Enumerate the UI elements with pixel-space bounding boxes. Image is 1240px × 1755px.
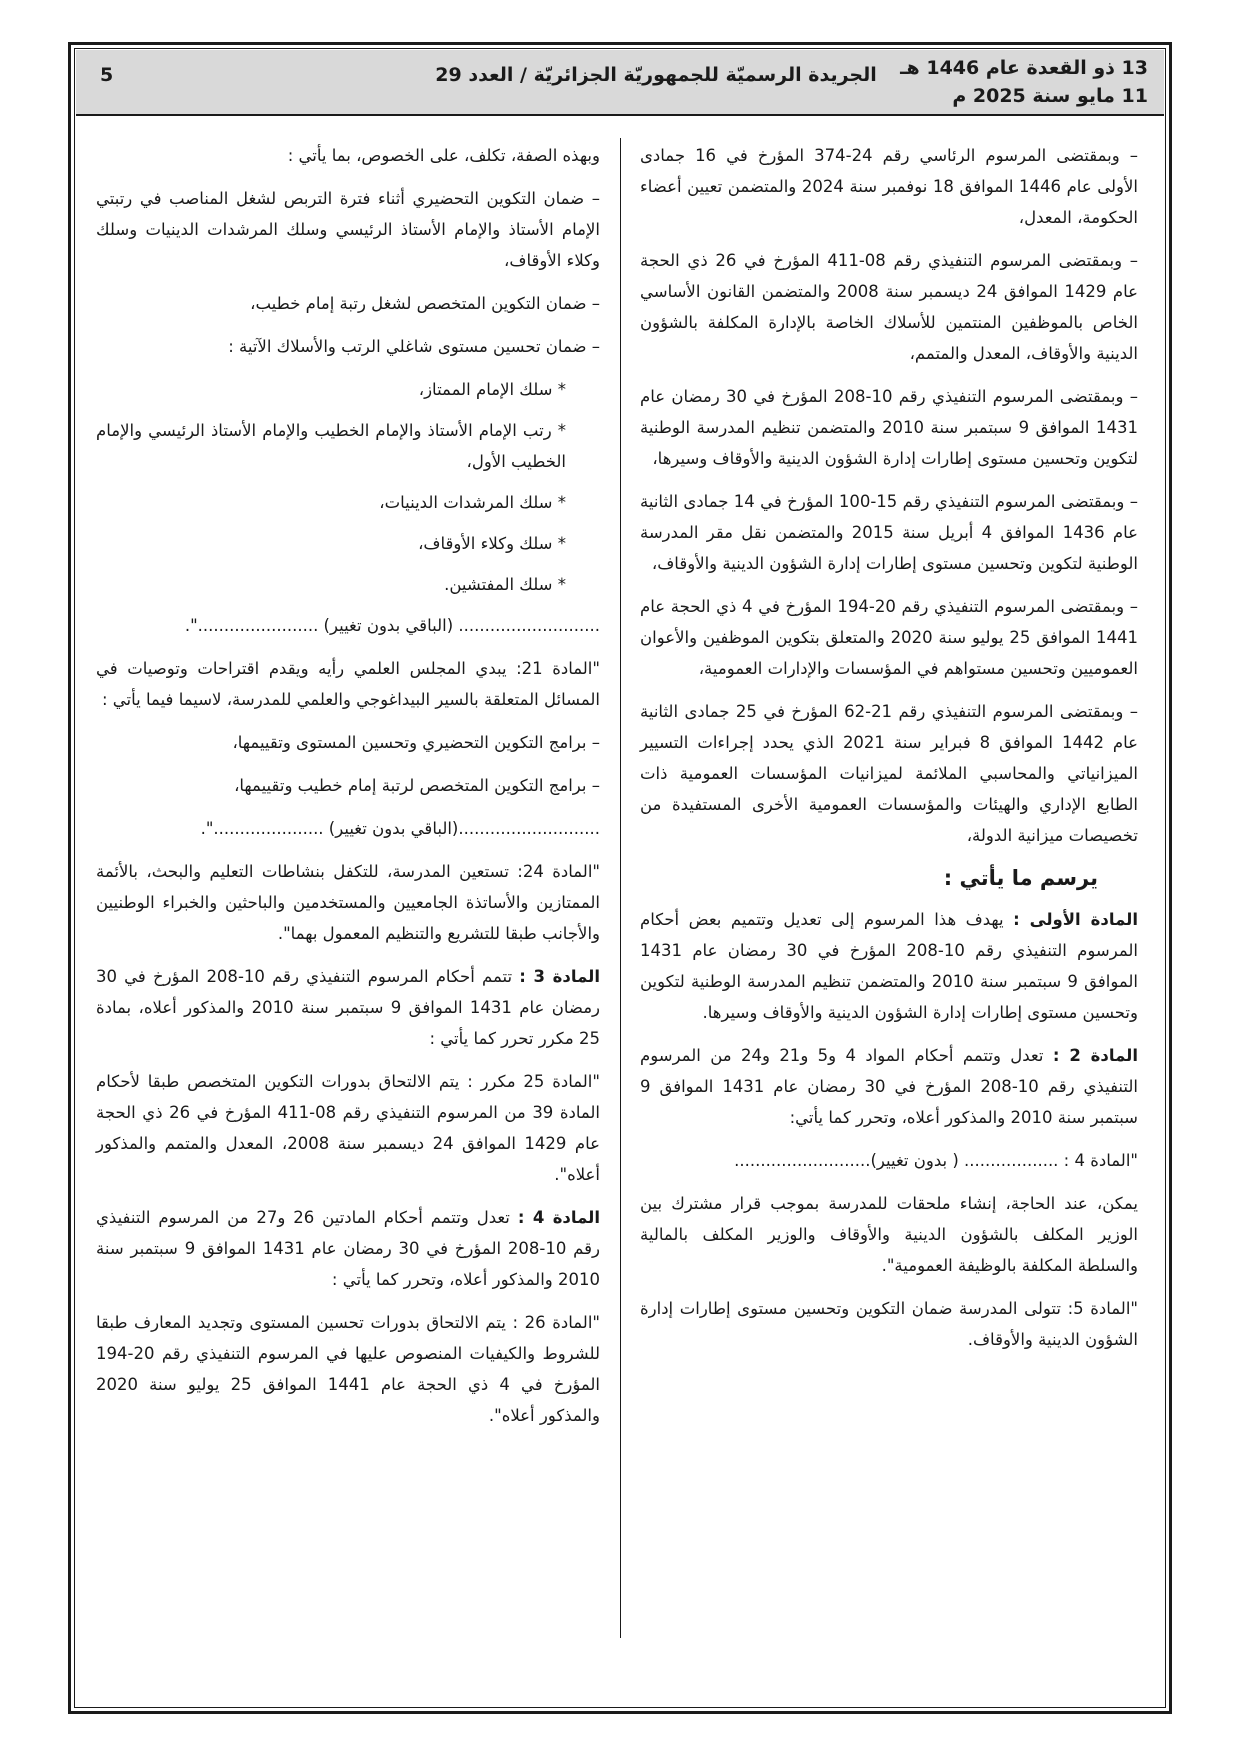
paragraph: – برامج التكوين المتخصص لرتبة إمام خطيب وتقييمها، — [234, 776, 600, 795]
paragraph: – برامج التكوين التحضيري وتحسين المستوى وتقييمها، — [232, 733, 600, 752]
right-column — [640, 140, 1138, 1367]
gregorian-date: 11 مايو سنة 2025 م — [952, 85, 1148, 107]
list-item: * سلك وكلاء الأوقاف، — [418, 534, 566, 553]
article-25-quote: "المادة 25 مكرر : يتم الالتحاق بدورات التكوين المتخصص طبقا لأحكام المادة 39 من المرسوم التنفيذي رقم 08-411 المؤرخ في 26 ذي الحجة عام 1429 الموافق 24 ديسمبر سنة 2008، المعدل والمتمم والمذكور أعلاه". — [96, 1072, 601, 1184]
page-header — [76, 50, 1164, 116]
paragraph: يمكن، عند الحاجة، إنشاء ملحقات للمدرسة بموجب قرار مشترك بين الوزير المكلف بالشؤون الدينية والأوقاف والوزير المكلف بالمالية والسلطة المكلفة بالوظيفة العمومية". — [640, 1194, 1138, 1275]
article-3 — [96, 961, 600, 1054]
list-item: * رتب الإمام الأستاذ والإمام الخطيب والإمام الأستاذ الرئيسي والإمام الخطيب الأول، — [96, 421, 566, 471]
page-number: 5 — [100, 64, 114, 86]
article-label: المادة الأولى : — [1013, 910, 1138, 929]
paragraph: – وبمقتضى المرسوم التنفيذي رقم 20-194 المؤرخ في 4 ذي الحجة عام 1441 الموافق 25 يوليو سنة 2020 والمتعلق بتكوين الموظفين والأعوان العموميين وتحسين مستواهم في المؤسسات والإدارات العمومية، — [640, 597, 1138, 678]
paragraph: – وبمقتضى المرسوم التنفيذي رقم 08-411 المؤرخ في 26 ذي الحجة عام 1429 الموافق 24 ديسمبر سنة 2008 والمتضمن القانون الأساسي الخاص بالموظفين المنتمين للأسلاك الخاصة بالإدارة المكلفة بالشؤون الدينية والأوقاف، المعدل والمتمم، — [640, 251, 1139, 363]
unchanged-note: ........................... (الباقي بدون تغيير) .......................". — [184, 616, 600, 635]
article-text: تعدل وتتمم أحكام المادتين 26 و27 من المرسوم التنفيذي رقم 10-208 المؤرخ في 30 رمضان عام 1431 الموافق 9 سبتمبر سنة 2010 والمذكور أعلاه، وتحرر كما يأتي : — [96, 1208, 600, 1289]
article-text: تعدل وتتمم أحكام المواد 4 و5 و21 و24 من المرسوم التنفيذي رقم 10-208 المؤرخ في 30 رمضان عام 1431 الموافق 9 سبتمبر سنة 2010 والمذكور أعلاه، وتحرر كما يأتي: — [640, 1046, 1138, 1127]
paragraph: – وبمقتضى المرسوم الرئاسي رقم 24-374 المؤرخ في 16 جمادى الأولى عام 1446 الموافق 18 نوفمبر سنة 2024 والمتضمن تعيين أعضاء الحكومة، المعدل، — [640, 146, 1139, 227]
paragraph: – ضمان تحسين مستوى شاغلي الرتب والأسلاك الآتية : — [228, 337, 600, 356]
article-26-quote: "المادة 26 : يتم الالتحاق بدورات تحسين المستوى وتجديد المعارف طبقا للشروط والكيفيات المنصوص عليها في المرسوم التنفيذي رقم 20-194 المؤرخ في 4 ذي الحجة عام 1441 الموافق 25 يوليو سنة 2020 والمذكور أعلاه". — [96, 1313, 600, 1425]
header-dates — [900, 54, 1148, 110]
list-item: * سلك الإمام الممتاز، — [418, 380, 566, 399]
article-1 — [640, 904, 1138, 1028]
article-text: يهدف هذا المرسوم إلى تعديل وتتميم بعض أحكام المرسوم التنفيذي رقم 10-208 المؤرخ في 30 رمضان عام 1431 الموافق 9 سبتمبر سنة 2010 والمتضمن تنظيم المدرسة الوطنية لتكوين وتحسين مستوى إطارات إدارة الشؤون الدينية والأوقاف وسيرها. — [640, 910, 1138, 1022]
unchanged-note: ...........................(الباقي بدون تغيير) .....................". — [200, 819, 600, 838]
paragraph: – ضمان التكوين المتخصص لشغل رتبة إمام خطيب، — [250, 294, 600, 313]
article-5-quote: "المادة 5: تتولى المدرسة ضمان التكوين وتحسين مستوى إطارات إدارة الشؤون الدينية والأوقاف. — [640, 1299, 1138, 1349]
gazette-title: الجريدة الرسميّة للجمهوريّة الجزائريّة / العدد 29 — [435, 64, 877, 86]
paragraph: – وبمقتضى المرسوم التنفيذي رقم 10-208 المؤرخ في 30 رمضان عام 1431 الموافق 9 سبتمبر سنة 2010 والمتضمن تنظيم المدرسة الوطنية لتكوين وتحسين مستوى إطارات إدارة الشؤون الدينية والأوقاف وسيرها، — [640, 387, 1139, 468]
hijri-date: 13 ذو القعدة عام 1446 هـ — [900, 57, 1148, 79]
article-label: المادة 3 : — [519, 967, 600, 986]
paragraph: وبهذه الصفة، تكلف، على الخصوص، بما يأتي : — [287, 146, 600, 165]
article-4-quote: "المادة 4 : .................. ( بدون تغيير).......................... — [734, 1151, 1138, 1170]
article-label: المادة 2 : — [1052, 1046, 1138, 1065]
list-item: * سلك المرشدات الدينيات، — [379, 493, 566, 512]
article-2 — [640, 1040, 1138, 1133]
paragraph: – وبمقتضى المرسوم التنفيذي رقم 21-62 المؤرخ في 25 جمادى الثانية عام 1442 الموافق 8 فبراير سنة 2021 الذي يحدد إجراءات التسيير الميزانياتي والمحاسبي الملائمة لميزانيات المؤسسات العمومية ذات الطابع الإداري والهيئات والمؤسسات العمومية الأخرى المستفيدة من تخصيصات ميزانية الدولة، — [640, 702, 1139, 845]
paragraph: – ضمان التكوين التحضيري أثناء فترة التربص لشغل المناصب في رتبتي الإمام الأستاذ والإمام الأستاذ الرئيسي وسلك المرشدات الدينيات وسلك وكلاء الأوقاف، — [96, 189, 600, 270]
article-21-quote: "المادة 21: يبدي المجلس العلمي رأيه ويقدم اقتراحات وتوصيات في المسائل المتعلقة بالسير البيداغوجي والعلمي للمدرسة، لاسيما فيما يأتي : — [96, 659, 600, 709]
column-divider — [620, 138, 621, 1638]
decree-heading: يرسم ما يأتي : — [943, 866, 1098, 890]
article-label: المادة 4 : — [517, 1208, 601, 1227]
left-column — [96, 140, 600, 1443]
list-item: * سلك المفتشين. — [444, 575, 566, 594]
article-text: تتمم أحكام المرسوم التنفيذي رقم 10-208 المؤرخ في 30 رمضان عام 1431 الموافق 9 سبتمبر سنة 2010 والمذكور أعلاه، بمادة 25 مكرر تحرر كما يأتي : — [96, 967, 600, 1048]
paragraph: – وبمقتضى المرسوم التنفيذي رقم 15-100 المؤرخ في 14 جمادى الثانية عام 1436 الموافق 4 أبريل سنة 2015 والمتضمن نقل مقر المدرسة الوطنية لتكوين وتحسين مستوى إطارات إدارة الشؤون الدينية والأوقاف، — [640, 492, 1138, 573]
article-4 — [96, 1202, 600, 1295]
article-24-quote: "المادة 24: تستعين المدرسة، للتكفل بنشاطات التعليم والبحث، بالأئمة الممتازين والأساتذة الجامعيين والمستخدمين والباحثين والخبراء الوطنيين والأجانب طبقا للتشريع والتنظيم المعمول بهما". — [96, 862, 600, 943]
